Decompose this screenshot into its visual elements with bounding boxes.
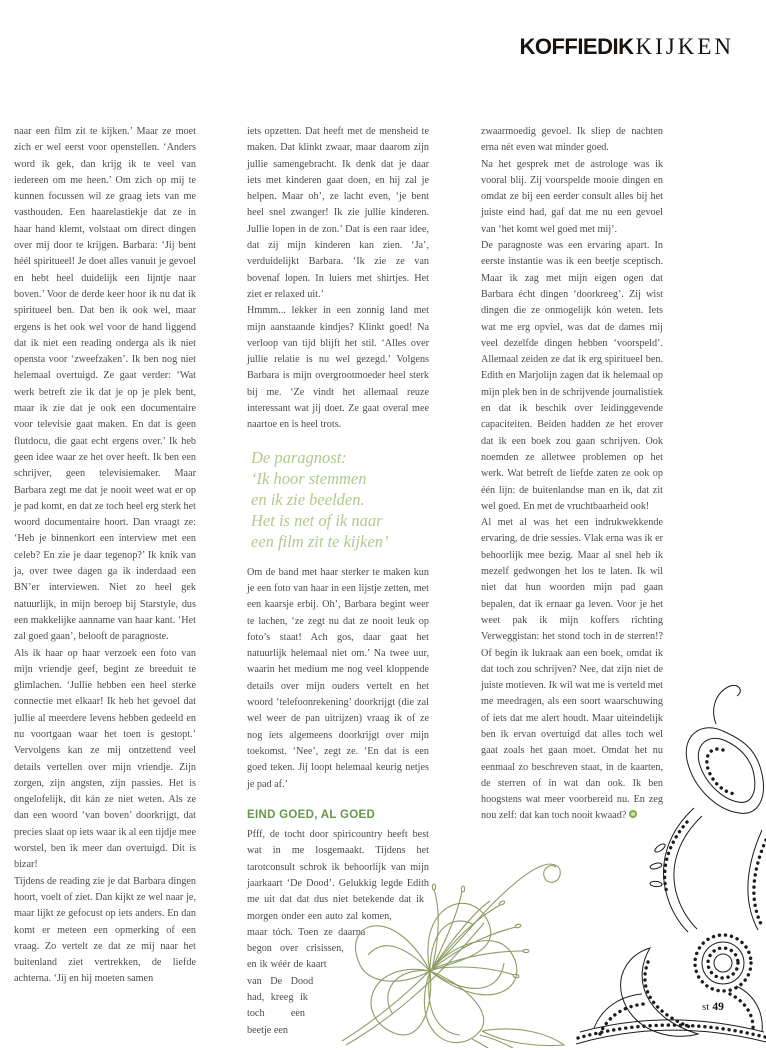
text-column-1 (14, 124, 196, 988)
section-heading: EIND GOED, AL GOED (247, 808, 376, 821)
pull-quote-line: Het is net of ik naar (251, 510, 383, 530)
pull-quote-line: een film zit te kijken’ (251, 531, 389, 551)
body-paragraph: Tijdens de reading zie je dat Barbara dingen hoort, voelt of ziet. Dan kijkt ze wel naar je, maar lijkt ze gefocust op iets anders. En dan komt er meteen een opmerking of een vraag. Zo vertelt ze dat ze mij naar het buitenland ziet vertrekken, de liefde achterna. ‘Jij en hij moeten samen (14, 875, 196, 985)
title-bold-part: KOFFIEDIK (519, 34, 634, 59)
pull-quote-line: ‘Ik hoor stemmen (251, 468, 367, 488)
magazine-name-suffix: st (702, 1001, 710, 1013)
flower-sketch-illustration (332, 843, 567, 1048)
body-paragraph: Na het gesprek met de astrologe was ik vooral blij. Zij voorspelde mooie dingen en omdat ze bij een eerder consult alles bij het juiste eind had, gaf dat me nu een gevoel van ‘het komt wel goed met mij’. (481, 158, 663, 235)
pull-quote-line: en ik zie beelden. (251, 489, 365, 509)
page-footer (702, 1001, 724, 1013)
footer-page-number: 49 (712, 1001, 724, 1013)
body-paragraph: zwaarmoedig gevoel. Ik sliep de nachten erna nét even wat minder goed. (481, 126, 663, 154)
body-paragraph: De paragnoste was een ervaring apart. In eerste instantie was ik een beetje sceptisch. Maar ik zag met mijn eigen ogen dat Barbara écht dingen ‘doorkreeg’. Zij wist dingen die ze onmogelijk kón weten. Iets wat me erg opviel, was dat de dames mij veel dezelfde dingen hebben ‘voorspeld’. Allemaal zeiden ze dat ik erg spiritueel ben. Edith en Marjolijn zagen dat ik helemaal op mijn plek ben in de schrijvende journalistiek en dat ik beschik over leidinggevende capaciteiten. Beiden hadden ze het erover dat ik een boek zou gaan schrijven. Ook noemden ze alletwee problemen op het werk. Wat betreft de liefde zaten ze ook op één lijn: de buitenlandse man en ik, dat zit wel goed. En met de vruchtbaarheid ook! (481, 240, 663, 512)
body-paragraph: Om de band met haar sterker te maken kun je een foto van haar in een lijstje zetten, met een kaarsje erbij. Oh’, Barbara begint weer te lachen, ‘ze zegt nu dat ze nooit leuk op foto’s staat! Ach gos, daar gaat het natuurlijk helemaal niet om.’ Na twee uur, waarin het medium me nog veel kloppende details over mijn ouders vertelt en het woord ‘telefoonrekening’ doorkrijgt (die zal wel weer de pan uitrijzen) vraag ik of ze nog iets algemeens doorkrijgt over mijn toekomst. ‘Nee’, zegt ze. ‘En dat is een goed teken. Jij loopt helemaal keurig netjes je pad af.’ (247, 566, 429, 790)
body-paragraph: Hmmm... lekker in een zonnig land met mijn aanstaande kindjes? Klinkt goed! Na verloop van tijd blijft het stil. ‘Alles over jullie relatie is nu wel gezegd.’ Volgens Barbara is mijn overgrootmoeder heel sterk bij me. ‘Ze vindt het allemaal reuze interessant wat jij doet. Ze gaat overal mee naartoe en is heel trots. (247, 305, 429, 431)
pull-quote-line: De paragnost: (251, 447, 347, 467)
body-paragraph: iets opzetten. Dat heeft met de mensheid te maken. Dat klinkt zwaar, maar daarom zijn jullie samengebracht. Ik denk dat je daar iets met kinderen gaat doen, en hij zal je helpen. Maar oh’, ze lacht even, ‘je bent heel snel zwanger! Ik zie jullie kinderen. Jullie lopen in de zon.’ Dat is een raar idee, dat zij mijn kinderen kan zien. ‘Ja’, verduidelijkt Barbara. ‘Ik zie ze van bovenaf lopen. In luiers met shirtjes. Het ziet er relaxed uit.’ (247, 126, 429, 300)
title-serif-part: KIJKEN (635, 34, 734, 59)
body-paragraph: Als ik haar op haar verzoek een foto van mijn vriendje geef, begint ze breeduit te glimlachen. ‘Jullie hebben een heel sterke connectie met elkaar! Ik heb het gevoel dat jullie al meerdere levens hebben gedeeld en nu voortgaan waar het toen is gestopt.’ Vervolgens kan ze mij ontzettend veel details vertellen over mijn vriendje. Zijn zorgen, zijn angsten, zijn passies. Het is ongelofelijk, dit kán ze niet weten. Als ze dan een woord ‘van boven’ doorkrijgt, dat precies slaat op iets waar ik al een tijdje mee worstel, ben ik meer dan overtuigd. Dit is bizar! (14, 647, 196, 871)
body-paragraph: naar een film zit te kijken.’ Maar ze moet zich er wel eerst voor openstellen. ‘Anders word ik gek, dan krijg ik te veel van iedereen om me heen.’ Om zich op mij te kunnen focussen wil ze graag iets van me vasthouden. Een haarelastiekje dat ze in haar hand klemt, volstaat om direct dingen over mij door te krijgen. Barbara: ‘Jij bent héél spiritueel! Je doet alles vanuit je gevoel en hebt heel duidelijk een lijntje naar boven.’ Voor de derde keer hoor ik nu dat ik spiritueel ben. Dat ben ik ook wel, maar ergens is het ook wel voor de hand liggend dat ik niet een reading onderga als ik niet opensta voor ‘zweefzaken’. Ik ben nog niet helemaal overtuigd. Ze gaat verder: ‘Wat werk betreft zie ik dat je op je plek bent, maar ik zie dat je ook een documentaire voor televisie gaat maken. En dat is geen flutdocu, die gaat echt ergens over.’ Ik heb geen idee waar ze het over heeft. Ik ben een schrijver, geen televisiemaker. Maar Barbara zegt me dat je nooit weet wat er op je pad komt, en dat ze toch heel erg sterk het woord documentaire hoort. Dan vraagt ze: ‘Heb je binnenkort een interview met een celeb? En zie je daar tegenop?’ Ik knik van ja, over twee dagen ga ik inderdaad een BN’er interviewen. Niet zo heel gek natuurlijk, in mijn beroep bij Starstyle, dus een makkelijke aanname van haar kant. ‘Het zal goed gaan’, belooft de paragnoste. (14, 126, 196, 643)
body-paragraph: Pfff, de tocht door spiricountry heeft best wat in me losgemaakt. Tijdens het tarotconsult schrok ik behoorlijk van mijn jaarkaart ‘De Dood’. Gelukkig legde Edith me uit dat dat dus niet betekende dat ik morgen onder een auto zal komen, maar tóch. Toen ze daarna begon over crisissen, en ik wéér de kaart van De Dood had, kreeg ik toch een beetje een (247, 829, 429, 1036)
page-title (519, 34, 734, 60)
pull-quote (251, 447, 429, 552)
body-paragraph-text: Al met al was het een indrukwekkende ervaring, de drie sessies. Vlak erna was ik er behoorlijk mee bezig. Maar al snel heb ik mezelf gedwongen het los te laten. Ik wil niet dat hun woorden mijn pad gaan bepalen, dat ik ernaar ga leven. Voor je het weet pak ik mijn koffers richting Verweggistan: het stond toch in de sterren!? Of begin ik lukraak aan een boek, omdat ik dat toch zou schrijven? Nee, dat zijn niet de juiste motieven. Ik wil wat me is verteld met me meedragen, als een soort waarschuwing of iets dat me alert houdt. Maar uiteindelijk ben ik ervan overtuigd dat alles toch wel gaat zoals het gaan moet. Omdat het nu eenmaal zo beschreven staat, in de kaarten, de sterren of in wat dan ook. Ik ben hoogstens wat meer voorbereid nu. En zeg nou zelf: dat kan toch nooit kwaad? (481, 517, 663, 822)
paisley-ornament-illustration (576, 680, 766, 1050)
